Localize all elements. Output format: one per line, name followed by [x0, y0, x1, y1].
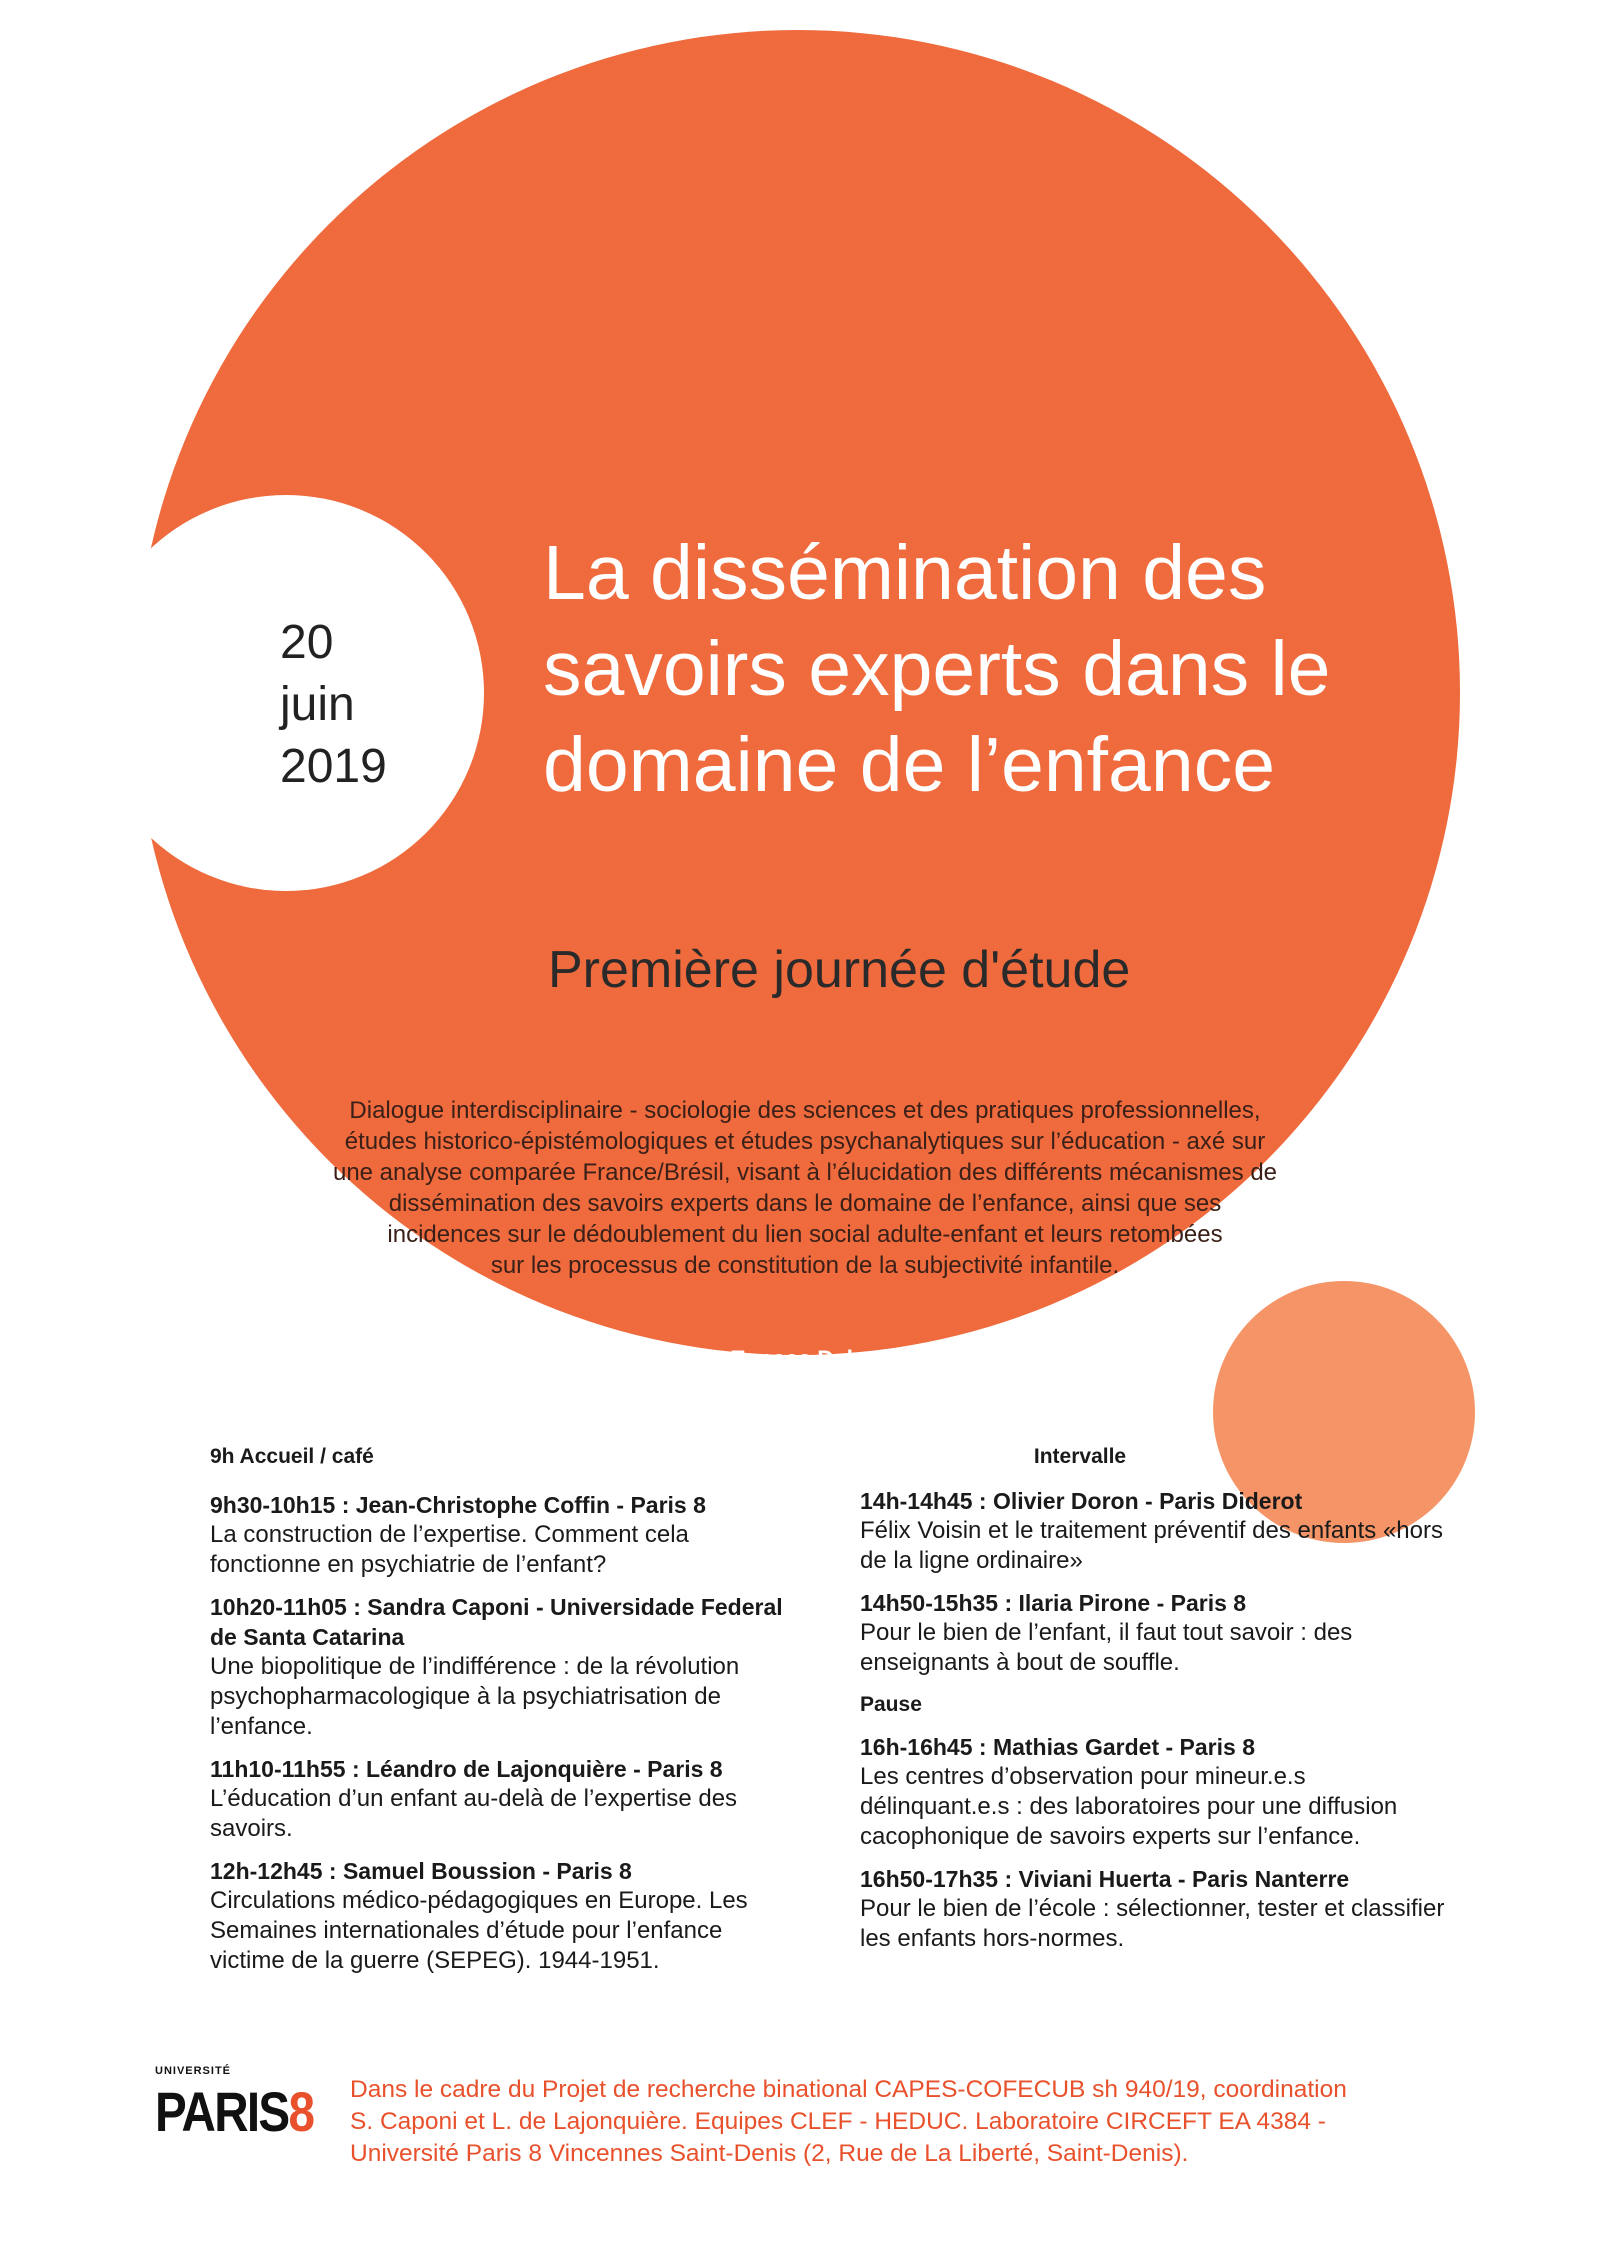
footer-line: Université Paris 8 Vincennes Saint-Denis (2, Rue de La Liberté, Saint-Denis). [350, 2140, 1189, 2167]
event-venue [420, 1332, 1200, 1424]
program-item [860, 1486, 1460, 1576]
footer-credits [350, 2074, 1480, 2170]
date-month: juin [280, 678, 355, 731]
program-item-text: L’éducation d’un enfant au-delà de l’expertise des savoirs. [210, 1785, 738, 1842]
description-line: Dialogue interdisciplinaire - sociologie des sciences et des pratiques professionnelles, [349, 1097, 1261, 1124]
logo-wordmark: PARIS8 [155, 2080, 314, 2143]
program-item [210, 1490, 790, 1580]
title-line: La dissémination des [543, 530, 1267, 616]
program-item-text: Pour le bien de l’enfant, il faut tout savoir : des enseignants à bout de souffle. [860, 1619, 1353, 1676]
program-item-head: 14h-14h45 : Olivier Doron - Paris Diderot [860, 1488, 1303, 1514]
program-item-head: 16h-16h45 : Mathias Gardet - Paris 8 [860, 1734, 1255, 1760]
logo-small-text: UNIVERSITÉ [155, 2065, 232, 2077]
program-item-text: Une biopolitique de l’indifférence : de la révolution psychopharmacologique à la psychiatrisation de l’enfance. [210, 1653, 740, 1740]
description-line: études historico-épistémologiques et études psychanalytiques sur l’éducation - axé sur [344, 1128, 1266, 1155]
date-day: 20 [280, 616, 334, 669]
description-line: une analyse comparée France/Brésil, visant à l’élucidation des différents mécanismes de [332, 1159, 1278, 1186]
date-year: 2019 [280, 740, 387, 793]
description-line: incidences sur le dédoublement du lien social adulte-enfant et leurs retombées [387, 1221, 1223, 1248]
program-item [210, 1856, 790, 1976]
event-subtitle: Première journée d'étude [548, 941, 1131, 999]
program-item [210, 1592, 790, 1742]
footer-line: S. Caponi et L. de Lajonquière. Equipes CLEF - HEDUC. Laboratoire CIRCEFT EA 4384 - [350, 2108, 1326, 2135]
description-line: sur les processus de constitution de la subjectivité infantile. [490, 1252, 1120, 1279]
pause-label: Pause [860, 1693, 922, 1716]
event-date [280, 612, 410, 798]
interval-label: Intervalle [1033, 1445, 1127, 1468]
program-item-text: Circulations médico-pédagogiques en Europe. Les Semaines internationales d’étude pour l’enfance victime de la guerre (SEPEG). 1944-1951. [210, 1887, 748, 1974]
program-item [860, 1588, 1460, 1678]
event-title [543, 525, 1543, 813]
program-item-head: 16h50-17h35 : Viviani Huerta - Paris Nanterre [860, 1866, 1350, 1892]
title-line: savoirs experts dans le [543, 626, 1331, 712]
venue-room: Salle des thèses, Espace Deleuze, Bât A, 1er étage [538, 1345, 1082, 1372]
title-line: domaine de l’enfance [543, 722, 1276, 808]
program-item-text: Les centres d’observation pour mineur.e.s délinquant.e.s : des laboratoires pour une diffusion cacophonique de savoirs experts sur l’enfance. [860, 1763, 1398, 1850]
program-item-text: Pour le bien de l’école : sélectionner, tester et classifier les enfants hors-normes. [860, 1895, 1445, 1952]
program-item [210, 1754, 790, 1844]
program-item-head: 10h20-11h05 : Sandra Caponi - Universidade Federal de Santa Catarina [210, 1594, 783, 1650]
footer-line: Dans le cadre du Projet de recherche binational CAPES-COFECUB sh 940/19, coordination [350, 2076, 1347, 2103]
description-line: dissémination des savoirs experts dans le domaine de l’enfance, ainsi que ses [388, 1190, 1222, 1217]
program-afternoon [860, 1442, 1460, 1966]
venue-university: Université Paris 8 [713, 1388, 907, 1415]
program-morning [210, 1442, 790, 1988]
event-description [250, 1095, 1360, 1281]
program-item-text: Félix Voisin et le traitement préventif des enfants «hors de la ligne ordinaire» [860, 1517, 1443, 1574]
program-item-head: 14h50-15h35 : Ilaria Pirone - Paris 8 [860, 1590, 1247, 1616]
program-item [860, 1864, 1460, 1954]
program-item-head: 9h30-10h15 : Jean-Christophe Coffin - Paris 8 [210, 1492, 706, 1518]
program-item-head: 11h10-11h55 : Léandro de Lajonquière - Paris 8 [210, 1756, 723, 1782]
university-logo [155, 2065, 325, 2175]
welcome-slot: 9h Accueil / café [210, 1445, 374, 1468]
program-item-head: 12h-12h45 : Samuel Boussion - Paris 8 [210, 1858, 632, 1884]
program-item [860, 1732, 1460, 1852]
program-item-text: La construction de l’expertise. Comment cela fonctionne en psychiatrie de l’enfant? [210, 1521, 689, 1578]
